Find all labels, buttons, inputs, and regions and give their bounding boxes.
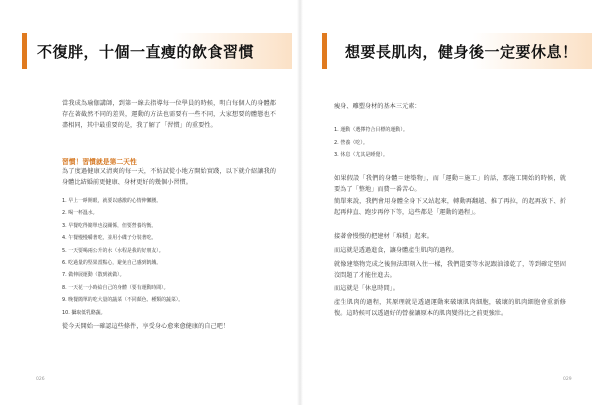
list-item: 10. 攝取低乳酪蔬。 <box>62 309 106 316</box>
list-item: 8. 一天花一小時給自己的身體（要有運動時間）。 <box>62 284 169 291</box>
right-paragraph: 就像建築物完成之後無法即刻入住一樣，我們還要等水泥跟油漆乾了，等到確定堅固沒問題了才能住進去。 <box>334 261 566 279</box>
list-item: 5. 一天要喝兩公升的水（水程是我的好朋友）。 <box>62 247 164 254</box>
right-paragraph: 如果假設「我們的身體＝建築物」，而「運動＝施工」的話，那施工開始的時候，就要為了「整地」而費一番苦心。 <box>334 175 566 193</box>
list-item: 9. 晚餐簡單的吃大量的蔬菜（不同顏色、種類的蔬菜）。 <box>62 297 184 304</box>
left-intro-paragraph: 當我成為瑜伽講師，到第一線去指導每一位學員的時候，明白每個人的身體都存在著截然不同的差異，運動的方法也需要有一些不同，大家想要的體態也不盡相同，其中最重要的是，我了解了「習慣」的重要性。 <box>62 100 276 129</box>
list-item: 6. 吃過量的堅果當點心，避免自己感到飢餓。 <box>62 260 162 267</box>
habit-list <box>62 195 276 319</box>
left-section-heading: 習慣！習慣就是第二天性 <box>62 158 137 166</box>
list-item: 2. 喝一杯溫水。 <box>62 210 98 217</box>
right-paragraph: 簡單來說，我們會用身體全身下又站起來，轉動再翻越、推了再拉，的起再放下、折起再伸直、跑步再停下等，這些都是「運動的過程」。 <box>334 198 566 216</box>
right-page-title: 想要長肌肉，健身後一定要休息！ <box>345 42 578 61</box>
left-page-number: 026 <box>36 377 45 382</box>
left-title-banner <box>22 33 292 69</box>
right-page <box>300 0 600 405</box>
elements-list <box>334 124 408 162</box>
right-paragraph: 而這就是透過進食，讓身體產生肌肉的過程。 <box>334 247 458 254</box>
list-item: 3. 休息（尤其是睡覺）。 <box>334 152 388 158</box>
elements-heading: 瘦身、雕塑身材的基本三元素： <box>334 103 421 110</box>
left-closing-line: 從今天開始一確認這些條件，享受身心愈來愈健康的自己吧！ <box>62 323 230 330</box>
list-item: 1. 早上一睜開眼，就要以感激的心情伸懶腰。 <box>62 198 162 204</box>
right-paragraph: 接著會慢慢的把建材「堆積」起來。 <box>334 233 433 240</box>
right-paragraph: 而這就是「休息時間」。 <box>334 285 399 292</box>
right-paragraph: 產生肌肉的過程，其原理就是透過運動來破壞肌肉細胞，破壞的肌肉細胞會重新修復。這時候可以透過好的營養讓原本的肌肉變得比之前更強壯。 <box>334 299 566 317</box>
right-page-number: 029 <box>563 377 572 382</box>
list-item: 3. 早餐吃得簡單也沒關係，但要營養均衡。 <box>62 222 157 229</box>
list-item: 2. 營養（吃）。 <box>334 139 368 146</box>
list-item: 7. 做伸展運動（散到就做）。 <box>62 272 125 279</box>
list-item: 1. 運動（選擇符合目標的運動）。 <box>334 127 408 133</box>
right-title-banner <box>322 33 592 69</box>
left-page-title: 不復胖，十個一直瘦的飲食習慣 <box>37 42 255 61</box>
list-item: 4. 午餐慢慢嚼著吃，並用小碟子分裝著吃。 <box>62 235 157 242</box>
left-section-intro: 為了度過健康又清爽的每一天，不妨試從小地方開始實踐，以下就介紹讓我的身體比結婚前更健康、身材更好的幾個小習慣。 <box>62 168 276 186</box>
